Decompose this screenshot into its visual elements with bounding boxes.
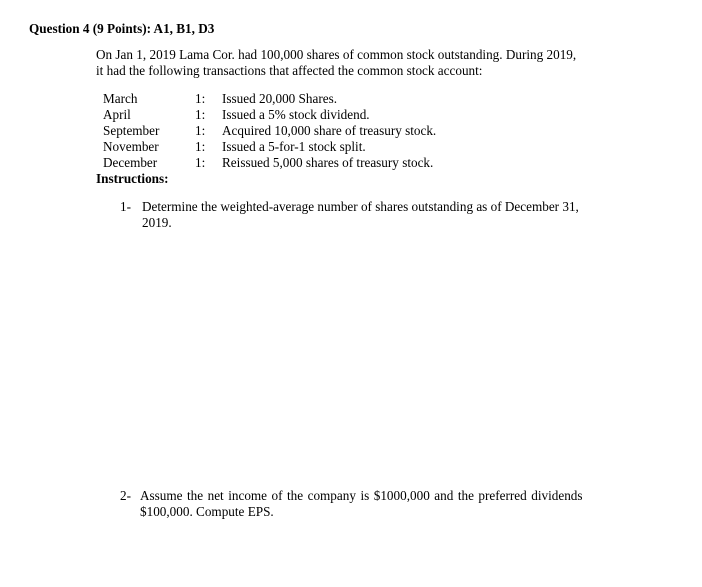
transaction-month: March [103,91,138,106]
transaction-description: Issued 20,000 Shares. [222,91,338,106]
task-text-line-1: Determine the weighted-average number of shares outstanding as of December 31, [142,199,579,214]
transaction-day: 1: [195,107,206,122]
transaction-day: 1: [195,155,206,170]
task-text-line-2: $100,000. Compute EPS. [140,504,274,519]
intro-text-line-2: it had the following transactions that affected the common stock account: [96,63,483,78]
task-text-line-1: Assume the net income of the company is $1000,000 and the preferred dividends [140,488,583,503]
task-text-line-2: 2019. [142,215,172,230]
task-number: 2- [120,488,131,503]
transaction-month: April [103,107,131,122]
transaction-description: Acquired 10,000 share of treasury stock. [222,123,437,138]
question-heading: Question 4 (9 Points): A1, B1, D3 [29,21,215,36]
transaction-month: September [103,123,160,138]
transaction-day: 1: [195,91,206,106]
transaction-day: 1: [195,123,206,138]
transaction-month: November [103,139,159,154]
intro-text-line-1: On Jan 1, 2019 Lama Cor. had 100,000 shares of common stock outstanding. During 2019, [96,47,577,62]
transaction-day: 1: [195,139,206,154]
instructions-label: Instructions: [96,171,169,186]
task-number: 1- [120,199,131,214]
transaction-description: Reissued 5,000 shares of treasury stock. [222,155,434,170]
transaction-description: Issued a 5% stock dividend. [222,107,370,122]
transaction-month: December [103,155,158,170]
transaction-description: Issued a 5-for-1 stock split. [222,139,366,154]
